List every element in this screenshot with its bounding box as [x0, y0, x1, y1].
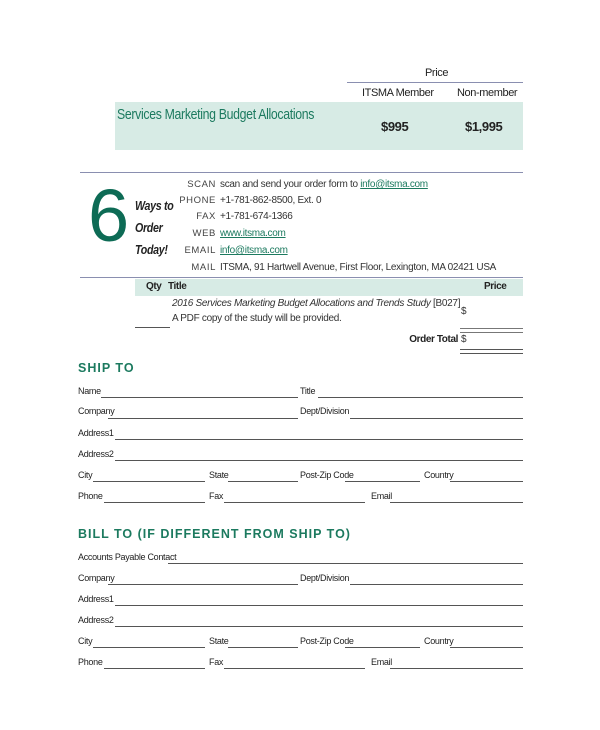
state-label: State [209, 636, 229, 646]
zip-input[interactable] [345, 647, 420, 648]
dept-input[interactable] [350, 584, 523, 585]
non-member-header: Non-member [457, 87, 518, 99]
address2-label: Address2 [78, 449, 114, 459]
phone-label: PHONE [179, 195, 216, 206]
company-input[interactable] [108, 584, 298, 585]
fax-label: Fax [209, 657, 224, 667]
phone-input[interactable] [104, 502, 205, 503]
item-currency: $ [461, 306, 467, 317]
address2-input[interactable] [115, 460, 523, 461]
zip-label: Post-Zip Code [300, 470, 354, 480]
fax-input[interactable] [224, 502, 365, 503]
phone-input[interactable] [104, 668, 205, 669]
contact-label: Accounts Payable Contact [78, 552, 177, 562]
email-label: Email [371, 657, 393, 667]
member-price: $995 [381, 119, 409, 134]
divider [80, 277, 523, 278]
email-input[interactable] [390, 668, 523, 669]
product-title: Services Marketing Budget Allocations [117, 106, 315, 123]
phone-label: Phone [78, 491, 103, 501]
item-name: Marketing Budget Allocations and Trends Study [233, 298, 431, 309]
address2-label: Address2 [78, 615, 114, 625]
scan-text [220, 179, 428, 190]
fax-label: Fax [209, 491, 224, 501]
company-input[interactable] [108, 418, 298, 419]
item-note: A PDF copy of the study will be provided. [172, 313, 342, 324]
state-input[interactable] [228, 481, 298, 482]
address1-label: Address1 [78, 428, 114, 438]
fax-label: FAX [196, 211, 216, 222]
address1-input[interactable] [115, 439, 523, 440]
dept-label: Dept/Division [300, 573, 350, 583]
title-input[interactable] [318, 397, 523, 398]
qty-header: Qty [146, 281, 162, 292]
six-number: 6 [88, 174, 130, 257]
email-label: Email [371, 491, 393, 501]
web-label: WEB [192, 228, 216, 239]
item-code: [B027] [430, 298, 461, 309]
bill-to-heading: BILL TO (IF DIFFERENT FROM SHIP TO) [78, 527, 351, 541]
item-year: 2016 Services [172, 298, 234, 309]
mail-label: MAIL [191, 262, 216, 273]
state-label: State [209, 470, 229, 480]
web-link[interactable]: www.itsma.com [220, 228, 286, 239]
email-input[interactable] [390, 502, 523, 503]
city-input[interactable] [93, 481, 205, 482]
country-input[interactable] [450, 481, 523, 482]
divider [347, 82, 523, 83]
title-label: Title [300, 386, 316, 396]
ship-to-heading: SHIP TO [78, 361, 135, 375]
zip-input[interactable] [345, 481, 420, 482]
fax-input[interactable] [224, 668, 365, 669]
name-input[interactable] [101, 397, 298, 398]
city-label: City [78, 636, 93, 646]
order-total-label: Order Total [409, 334, 458, 345]
country-input[interactable] [450, 647, 523, 648]
country-label: Country [424, 470, 454, 480]
zip-label: Post-Zip Code [300, 636, 354, 646]
price-field[interactable] [460, 328, 523, 333]
state-input[interactable] [228, 647, 298, 648]
name-label: Name [78, 386, 101, 396]
price-header: Price [484, 281, 507, 292]
qty-input[interactable] [135, 327, 170, 328]
email-label: EMAIL [184, 245, 216, 256]
phone-label: Phone [78, 657, 103, 667]
item-title [172, 298, 460, 309]
contact-input[interactable] [168, 563, 523, 564]
order-total-field[interactable] [460, 349, 523, 354]
dept-input[interactable] [350, 418, 523, 419]
scan-email-link[interactable]: info@itsma.com [360, 179, 428, 190]
scan-instructions: scan and send your order form to [220, 179, 361, 190]
heading-line: Today! [135, 242, 168, 257]
member-header: ITSMA Member [362, 87, 434, 99]
non-member-price: $1,995 [465, 119, 503, 134]
divider [80, 172, 523, 173]
heading-line: Order [135, 220, 163, 235]
address2-input[interactable] [115, 626, 523, 627]
email-link[interactable]: info@itsma.com [220, 245, 288, 256]
title-header: Title [168, 281, 187, 292]
order-total-currency: $ [461, 334, 467, 345]
price-header: Price [425, 67, 449, 79]
address1-input[interactable] [115, 605, 523, 606]
city-label: City [78, 470, 93, 480]
address1-label: Address1 [78, 594, 114, 604]
mail-value: ITSMA, 91 Hartwell Avenue, First Floor, Lexington, MA 02421 USA [220, 262, 497, 273]
company-label: Company [78, 573, 115, 583]
city-input[interactable] [93, 647, 205, 648]
scan-label: SCAN [187, 179, 216, 190]
phone-value: +1-781-862-8500, Ext. 0 [220, 195, 322, 206]
dept-label: Dept/Division [300, 406, 350, 416]
company-label: Company [78, 406, 115, 416]
country-label: Country [424, 636, 454, 646]
order-table-header [135, 279, 523, 296]
heading-line: Ways to [135, 198, 174, 213]
fax-value: +1-781-674-1366 [220, 211, 293, 222]
